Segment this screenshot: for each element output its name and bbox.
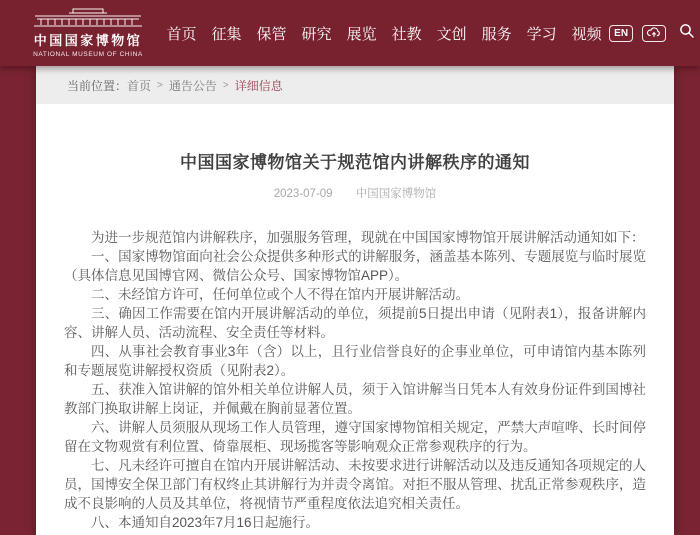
site-logo[interactable] — [33, 8, 143, 58]
article-paragraph: 二、未经馆方许可，任何单位或个人不得在馆内开展讲解活动。 — [91, 287, 469, 302]
site-header — [0, 0, 700, 66]
nav-item[interactable]: 文创 — [436, 25, 467, 43]
nav-item[interactable]: 保管 — [256, 25, 287, 43]
article-paragraph: 三、确因工作需要在馆内开展讲解活动的单位，须提前5日提出申请（见附表1），报备讲解内容、讲解人员、活动流程、安全责任等材料。 — [64, 306, 646, 340]
article-paragraph: 一、国家博物馆面向社会公众提供多种形式的讲解服务，涵盖基本陈列、专题展览与临时展览（具体信息见国博官网、微信公众号、国家博物馆APP）。 — [64, 249, 646, 283]
breadcrumb-home-link[interactable]: 首页 — [127, 78, 152, 93]
nav-item[interactable]: 征集 — [211, 25, 242, 43]
article-meta — [64, 185, 646, 201]
article-source: 中国国家博物馆 — [355, 188, 437, 200]
content-card — [36, 66, 674, 535]
breadcrumb-label: 当前位置： — [67, 78, 128, 93]
article-body — [64, 228, 646, 532]
article-paragraph: 五、获准入馆讲解的馆外相关单位讲解人员，须于入馆讲解当日凭本人有效身份证件到国博社教部门换取讲解上岗证，并佩戴在胸前显著位置。 — [64, 382, 646, 416]
article-paragraph: 六、讲解人员须服从现场工作人员管理，遵守国家博物馆相关规定，严禁大声喧哗、长时间停留在文物观赏有利位置、倚靠展柜、现场揽客等影响观众正常参观秩序的行为。 — [64, 420, 646, 454]
breadcrumb-section-link[interactable]: 通告公告 — [168, 78, 217, 93]
nav-item[interactable]: 社教 — [391, 25, 422, 43]
breadcrumb-current: 详细信息 — [234, 78, 283, 93]
search-button[interactable] — [679, 23, 695, 44]
logo-title-cn: 中国国家博物馆 — [33, 33, 143, 48]
nav-item[interactable]: 展览 — [346, 25, 377, 43]
article-paragraph: 四、从事社会教育事业3年（含）以上，且行业信誉良好的企事业单位，可申请馆内基本陈列和专题展览讲解授权资质（见附表2）。 — [64, 344, 646, 378]
cloud-button[interactable] — [642, 25, 666, 42]
logo-title-en: NATIONAL MUSEUM OF CHINA — [33, 51, 143, 58]
article-title: 中国国家博物馆关于规范馆内讲解秩序的通知 — [180, 153, 530, 172]
cloud-icon — [646, 26, 662, 41]
nav-item[interactable]: 服务 — [481, 25, 512, 43]
main-nav — [159, 17, 609, 50]
header-tools — [609, 23, 700, 44]
article-paragraph: 八、本通知自2023年7月16日起施行。 — [91, 515, 320, 530]
breadcrumb — [36, 66, 674, 104]
nav-item[interactable]: 视频 — [571, 25, 602, 43]
nav-item[interactable]: 首页 — [166, 25, 197, 43]
search-icon — [679, 23, 695, 44]
article-date: 2023-07-09 — [273, 188, 333, 200]
nav-item[interactable]: 学习 — [526, 25, 557, 43]
breadcrumb-separator: > — [157, 79, 163, 91]
nav-item[interactable]: 研究 — [301, 25, 332, 43]
museum-building-icon — [33, 8, 143, 28]
notice-article — [36, 104, 674, 532]
language-en-button[interactable]: EN — [609, 25, 633, 42]
article-paragraph: 为进一步规范馆内讲解秩序，加强服务管理，现就在中国国家博物馆开展讲解活动通知如下： — [91, 230, 645, 245]
breadcrumb-separator: > — [222, 79, 229, 91]
article-paragraph: 七、凡未经许可擅自在馆内开展讲解活动、未按要求进行讲解活动以及违反通知各项规定的人员，国博安全保卫部门有权终止其讲解行为并责令离馆。对拒不服从管理、扰乱正常参观秩序，造成不良影响的人员及其单位，将视情节严重程度依法追究相关责任。 — [64, 458, 646, 511]
